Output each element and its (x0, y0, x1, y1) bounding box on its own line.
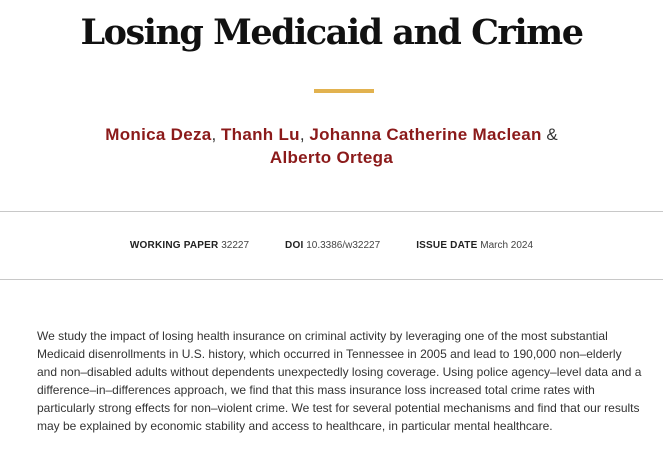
author-link-lu[interactable]: Thanh Lu (220, 125, 300, 144)
issue-date (416, 240, 533, 251)
working-paper-label: WORKING PAPER (129, 240, 219, 251)
working-paper-number (130, 240, 249, 251)
author-separator: & (541, 125, 558, 144)
author-list (40, 123, 623, 169)
doi-value[interactable]: 10.3386/w32227 (306, 240, 381, 251)
paper-metadata (0, 211, 663, 280)
author-link-maclean[interactable]: Johanna Catherine Maclean (309, 125, 542, 144)
accent-divider (314, 89, 374, 93)
doi (285, 240, 380, 251)
author-separator: , (211, 125, 221, 144)
issue-date-label: ISSUE DATE (416, 240, 478, 251)
issue-date-value: March 2024 (480, 240, 534, 251)
author-link-ortega[interactable]: Alberto Ortega (269, 148, 394, 167)
doi-label: DOI (285, 240, 304, 251)
working-paper-value: 32227 (221, 240, 250, 251)
author-separator: , (299, 125, 310, 144)
abstract-text: We study the impact of losing health insurance on criminal activity by leveraging one of the most substantial Medicaid disenrollments in U.S. history, which occurred in Tennessee in 2005 and lead to 190,000 non–elderly and non–disabled adults without dependents unexpectedly losing coverage. Using police agency–level data and a difference–in–differences approach, we find that this mass insurance loss increased total crime rates with particularly strong effects for non–violent crime. We test for several potential mechanisms and find that our results may be explained by economic stability and access to healthcare, in particular mental healthcare. (37, 329, 642, 433)
author-link-deza[interactable]: Monica Deza (105, 125, 212, 144)
paper-title: Losing Medicaid and Crime (80, 12, 583, 53)
